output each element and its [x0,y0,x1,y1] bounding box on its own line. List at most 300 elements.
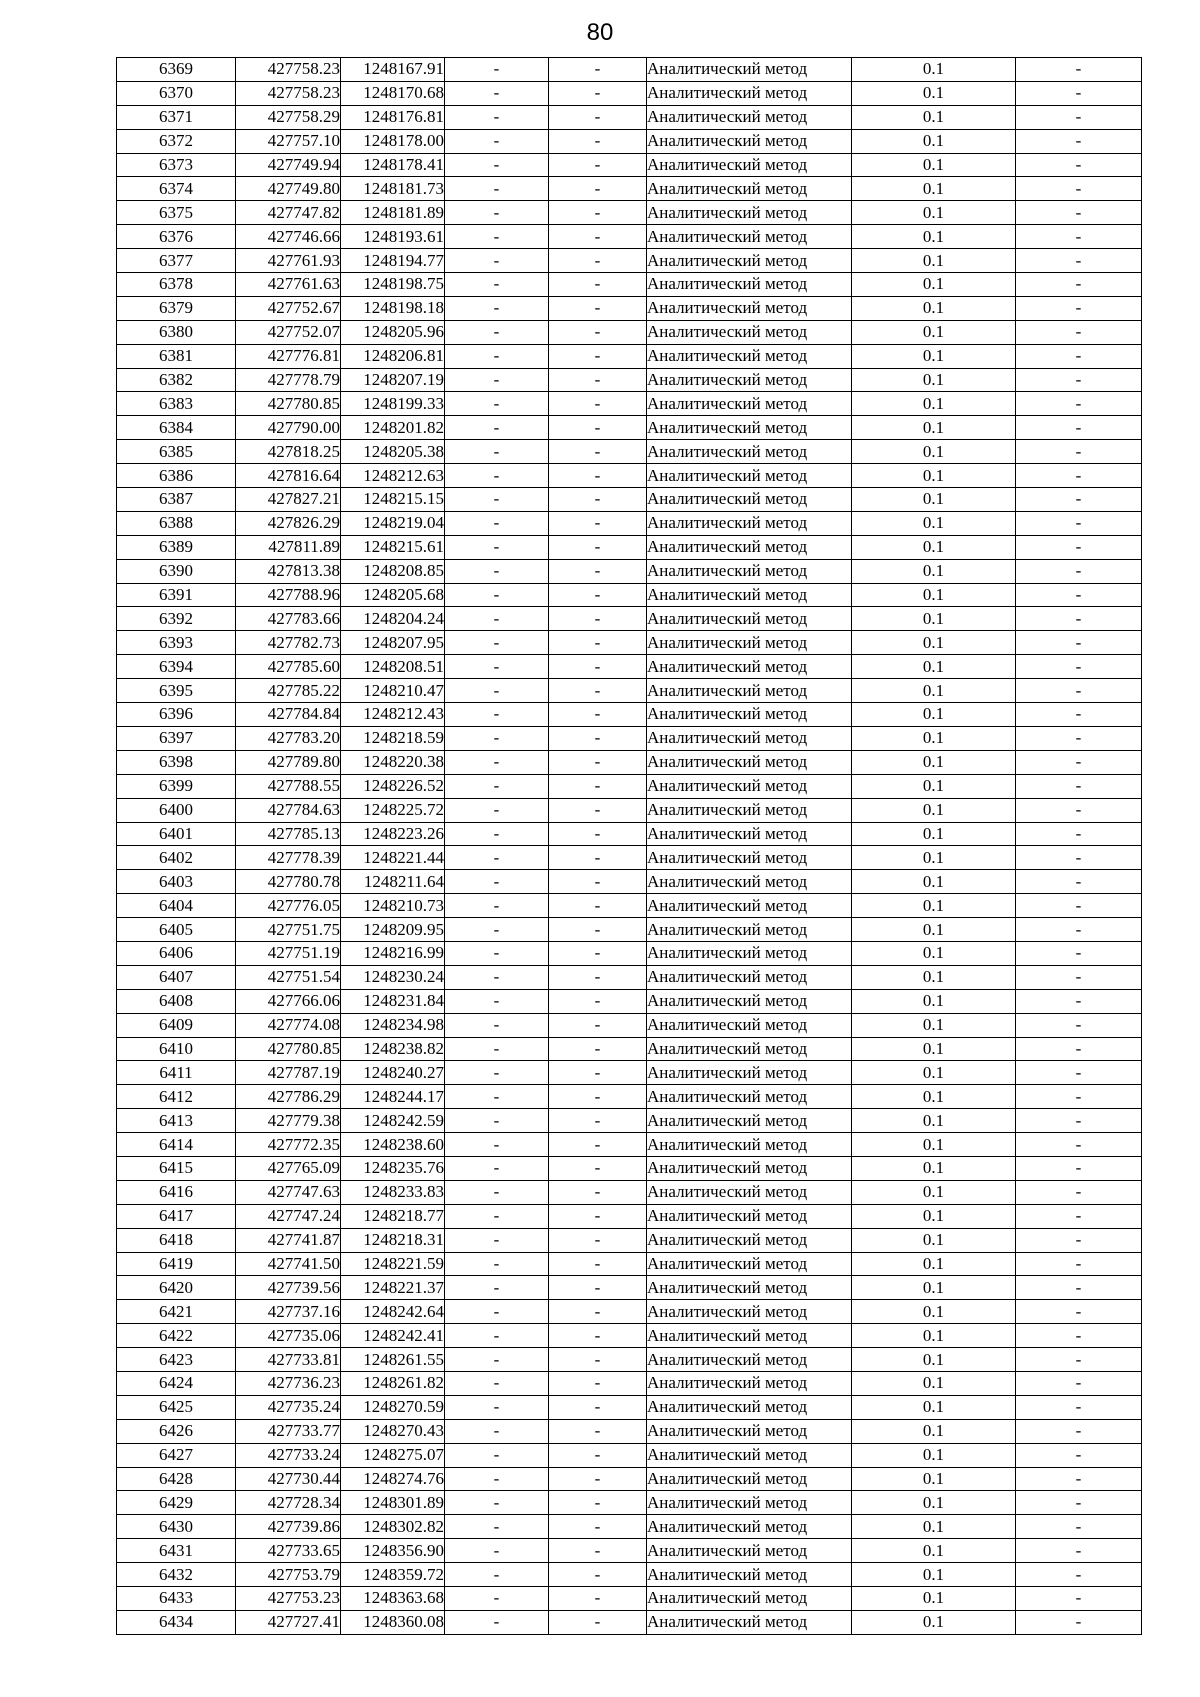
dash-cell: - [549,535,647,559]
y-coordinate-cell: 1248230.24 [341,965,445,989]
dash-cell: - [1016,965,1142,989]
dash-cell: - [445,1371,549,1395]
table-row [117,798,1142,822]
x-coordinate-cell: 427761.63 [236,273,341,297]
x-coordinate-cell: 427727.41 [236,1610,341,1634]
table-row [117,81,1142,105]
point-number-cell: 6401 [117,822,236,846]
accuracy-cell: 0.1 [852,1515,1016,1539]
accuracy-cell: 0.1 [852,1156,1016,1180]
dash-cell: - [445,1061,549,1085]
accuracy-cell: 0.1 [852,870,1016,894]
method-cell: Аналитический метод [647,1156,852,1180]
table-row [117,1515,1142,1539]
table-row [117,1300,1142,1324]
method-cell: Аналитический метод [647,368,852,392]
table-row [117,1610,1142,1634]
dash-cell: - [549,750,647,774]
dash-cell: - [549,679,647,703]
x-coordinate-cell: 427813.38 [236,559,341,583]
dash-cell: - [445,416,549,440]
dash-cell: - [549,225,647,249]
y-coordinate-cell: 1248215.61 [341,535,445,559]
x-coordinate-cell: 427733.65 [236,1539,341,1563]
y-coordinate-cell: 1248210.47 [341,679,445,703]
dash-cell: - [445,1109,549,1133]
dash-cell: - [1016,1419,1142,1443]
dash-cell: - [549,81,647,105]
dash-cell: - [1016,1276,1142,1300]
dash-cell: - [1016,1539,1142,1563]
table-row [117,918,1142,942]
dash-cell: - [1016,1061,1142,1085]
dash-cell: - [549,846,647,870]
x-coordinate-cell: 427753.23 [236,1587,341,1611]
accuracy-cell: 0.1 [852,511,1016,535]
method-cell: Аналитический метод [647,1013,852,1037]
method-cell: Аналитический метод [647,58,852,82]
point-number-cell: 6425 [117,1395,236,1419]
dash-cell: - [1016,488,1142,512]
point-number-cell: 6418 [117,1228,236,1252]
dash-cell: - [549,559,647,583]
method-cell: Аналитический метод [647,1515,852,1539]
table-row [117,1156,1142,1180]
table-row [117,392,1142,416]
accuracy-cell: 0.1 [852,1491,1016,1515]
x-coordinate-cell: 427785.22 [236,679,341,703]
x-coordinate-cell: 427818.25 [236,440,341,464]
dash-cell: - [1016,750,1142,774]
accuracy-cell: 0.1 [852,1371,1016,1395]
dash-cell: - [1016,1013,1142,1037]
point-number-cell: 6396 [117,703,236,727]
dash-cell: - [549,607,647,631]
point-number-cell: 6392 [117,607,236,631]
dash-cell: - [1016,296,1142,320]
point-number-cell: 6423 [117,1348,236,1372]
dash-cell: - [1016,344,1142,368]
method-cell: Аналитический метод [647,703,852,727]
point-number-cell: 6405 [117,918,236,942]
table-row [117,1371,1142,1395]
method-cell: Аналитический метод [647,1491,852,1515]
accuracy-cell: 0.1 [852,344,1016,368]
method-cell: Аналитический метод [647,631,852,655]
dash-cell: - [549,965,647,989]
x-coordinate-cell: 427778.79 [236,368,341,392]
y-coordinate-cell: 1248208.85 [341,559,445,583]
y-coordinate-cell: 1248240.27 [341,1061,445,1085]
accuracy-cell: 0.1 [852,1180,1016,1204]
dash-cell: - [1016,1467,1142,1491]
x-coordinate-cell: 427790.00 [236,416,341,440]
method-cell: Аналитический метод [647,583,852,607]
dash-cell: - [445,750,549,774]
y-coordinate-cell: 1248363.68 [341,1587,445,1611]
dash-cell: - [1016,846,1142,870]
y-coordinate-cell: 1248205.96 [341,320,445,344]
dash-cell: - [445,726,549,750]
table-row [117,416,1142,440]
dash-cell: - [549,1180,647,1204]
dash-cell: - [549,320,647,344]
dash-cell: - [445,1539,549,1563]
point-number-cell: 6424 [117,1371,236,1395]
dash-cell: - [1016,58,1142,82]
table-row [117,1539,1142,1563]
dash-cell: - [549,1204,647,1228]
dash-cell: - [549,1276,647,1300]
accuracy-cell: 0.1 [852,822,1016,846]
dash-cell: - [1016,368,1142,392]
method-cell: Аналитический метод [647,822,852,846]
dash-cell: - [549,703,647,727]
y-coordinate-cell: 1248360.08 [341,1610,445,1634]
table-row [117,1180,1142,1204]
y-coordinate-cell: 1248261.82 [341,1371,445,1395]
method-cell: Аналитический метод [647,153,852,177]
dash-cell: - [1016,631,1142,655]
dash-cell: - [445,583,549,607]
y-coordinate-cell: 1248274.76 [341,1467,445,1491]
table-row [117,1587,1142,1611]
dash-cell: - [445,1467,549,1491]
point-number-cell: 6408 [117,989,236,1013]
y-coordinate-cell: 1248219.04 [341,511,445,535]
x-coordinate-cell: 427739.86 [236,1515,341,1539]
accuracy-cell: 0.1 [852,679,1016,703]
x-coordinate-cell: 427758.29 [236,105,341,129]
point-number-cell: 6404 [117,894,236,918]
y-coordinate-cell: 1248238.82 [341,1037,445,1061]
method-cell: Аналитический метод [647,941,852,965]
x-coordinate-cell: 427733.81 [236,1348,341,1372]
dash-cell: - [549,726,647,750]
dash-cell: - [445,774,549,798]
x-coordinate-cell: 427751.75 [236,918,341,942]
dash-cell: - [445,1133,549,1157]
dash-cell: - [1016,1085,1142,1109]
dash-cell: - [445,1204,549,1228]
x-coordinate-cell: 427784.84 [236,703,341,727]
point-number-cell: 6431 [117,1539,236,1563]
point-number-cell: 6389 [117,535,236,559]
accuracy-cell: 0.1 [852,296,1016,320]
point-number-cell: 6383 [117,392,236,416]
table-row [117,201,1142,225]
point-number-cell: 6390 [117,559,236,583]
point-number-cell: 6385 [117,440,236,464]
y-coordinate-cell: 1248235.76 [341,1156,445,1180]
dash-cell: - [1016,703,1142,727]
point-number-cell: 6394 [117,655,236,679]
dash-cell: - [1016,655,1142,679]
dash-cell: - [549,58,647,82]
dash-cell: - [549,1371,647,1395]
accuracy-cell: 0.1 [852,989,1016,1013]
dash-cell: - [549,631,647,655]
accuracy-cell: 0.1 [852,1419,1016,1443]
point-number-cell: 6411 [117,1061,236,1085]
method-cell: Аналитический метод [647,846,852,870]
point-number-cell: 6402 [117,846,236,870]
x-coordinate-cell: 427785.60 [236,655,341,679]
dash-cell: - [1016,416,1142,440]
table-row [117,1204,1142,1228]
dash-cell: - [549,774,647,798]
dash-cell: - [1016,1180,1142,1204]
dash-cell: - [549,1443,647,1467]
table-row [117,1563,1142,1587]
point-number-cell: 6378 [117,273,236,297]
y-coordinate-cell: 1248199.33 [341,392,445,416]
y-coordinate-cell: 1248242.64 [341,1300,445,1324]
dash-cell: - [549,201,647,225]
y-coordinate-cell: 1248238.60 [341,1133,445,1157]
dash-cell: - [1016,1228,1142,1252]
dash-cell: - [549,1252,647,1276]
point-number-cell: 6406 [117,941,236,965]
table-row [117,679,1142,703]
dash-cell: - [1016,989,1142,1013]
dash-cell: - [1016,870,1142,894]
method-cell: Аналитический метод [647,464,852,488]
x-coordinate-cell: 427783.20 [236,726,341,750]
x-coordinate-cell: 427752.67 [236,296,341,320]
method-cell: Аналитический метод [647,129,852,153]
method-cell: Аналитический метод [647,1276,852,1300]
table-row [117,249,1142,273]
method-cell: Аналитический метод [647,1419,852,1443]
method-cell: Аналитический метод [647,1539,852,1563]
point-number-cell: 6426 [117,1419,236,1443]
method-cell: Аналитический метод [647,535,852,559]
dash-cell: - [1016,918,1142,942]
table-row [117,894,1142,918]
y-coordinate-cell: 1248208.51 [341,655,445,679]
dash-cell: - [445,129,549,153]
accuracy-cell: 0.1 [852,1563,1016,1587]
x-coordinate-cell: 427779.38 [236,1109,341,1133]
x-coordinate-cell: 427776.81 [236,344,341,368]
table-row [117,105,1142,129]
dash-cell: - [445,368,549,392]
y-coordinate-cell: 1248209.95 [341,918,445,942]
y-coordinate-cell: 1248218.59 [341,726,445,750]
y-coordinate-cell: 1248225.72 [341,798,445,822]
x-coordinate-cell: 427737.16 [236,1300,341,1324]
point-number-cell: 6417 [117,1204,236,1228]
point-number-cell: 6380 [117,320,236,344]
table-row [117,1276,1142,1300]
dash-cell: - [1016,941,1142,965]
accuracy-cell: 0.1 [852,1395,1016,1419]
dash-cell: - [445,894,549,918]
y-coordinate-cell: 1248301.89 [341,1491,445,1515]
dash-cell: - [445,631,549,655]
point-number-cell: 6386 [117,464,236,488]
x-coordinate-cell: 427783.66 [236,607,341,631]
y-coordinate-cell: 1248234.98 [341,1013,445,1037]
accuracy-cell: 0.1 [852,273,1016,297]
x-coordinate-cell: 427776.05 [236,894,341,918]
y-coordinate-cell: 1248181.73 [341,177,445,201]
x-coordinate-cell: 427733.77 [236,1419,341,1443]
y-coordinate-cell: 1248205.68 [341,583,445,607]
method-cell: Аналитический метод [647,1467,852,1491]
x-coordinate-cell: 427785.13 [236,822,341,846]
accuracy-cell: 0.1 [852,583,1016,607]
x-coordinate-cell: 427739.56 [236,1276,341,1300]
x-coordinate-cell: 427780.78 [236,870,341,894]
x-coordinate-cell: 427753.79 [236,1563,341,1587]
accuracy-cell: 0.1 [852,392,1016,416]
accuracy-cell: 0.1 [852,1252,1016,1276]
dash-cell: - [445,1085,549,1109]
dash-cell: - [1016,1371,1142,1395]
dash-cell: - [445,1013,549,1037]
dash-cell: - [549,1013,647,1037]
table-row [117,1252,1142,1276]
table-row [117,655,1142,679]
table-row [117,129,1142,153]
dash-cell: - [549,989,647,1013]
y-coordinate-cell: 1248221.37 [341,1276,445,1300]
point-number-cell: 6371 [117,105,236,129]
dash-cell: - [549,798,647,822]
method-cell: Аналитический метод [647,774,852,798]
dash-cell: - [445,559,549,583]
dash-cell: - [549,1539,647,1563]
dash-cell: - [549,344,647,368]
accuracy-cell: 0.1 [852,559,1016,583]
table-row [117,344,1142,368]
dash-cell: - [549,655,647,679]
dash-cell: - [1016,511,1142,535]
y-coordinate-cell: 1248206.81 [341,344,445,368]
dash-cell: - [1016,1109,1142,1133]
x-coordinate-cell: 427728.34 [236,1491,341,1515]
dash-cell: - [445,249,549,273]
dash-cell: - [549,177,647,201]
x-coordinate-cell: 427741.50 [236,1252,341,1276]
dash-cell: - [1016,392,1142,416]
point-number-cell: 6391 [117,583,236,607]
method-cell: Аналитический метод [647,1085,852,1109]
x-coordinate-cell: 427780.85 [236,392,341,416]
dash-cell: - [445,201,549,225]
x-coordinate-cell: 427746.66 [236,225,341,249]
dash-cell: - [549,1085,647,1109]
table-row [117,750,1142,774]
x-coordinate-cell: 427749.94 [236,153,341,177]
accuracy-cell: 0.1 [852,918,1016,942]
y-coordinate-cell: 1248275.07 [341,1443,445,1467]
dash-cell: - [549,1156,647,1180]
method-cell: Аналитический метод [647,1563,852,1587]
y-coordinate-cell: 1248178.41 [341,153,445,177]
accuracy-cell: 0.1 [852,58,1016,82]
table-row [117,941,1142,965]
y-coordinate-cell: 1248356.90 [341,1539,445,1563]
dash-cell: - [1016,105,1142,129]
x-coordinate-cell: 427772.35 [236,1133,341,1157]
accuracy-cell: 0.1 [852,105,1016,129]
dash-cell: - [549,1228,647,1252]
point-number-cell: 6397 [117,726,236,750]
dash-cell: - [549,822,647,846]
dash-cell: - [549,1037,647,1061]
point-number-cell: 6384 [117,416,236,440]
x-coordinate-cell: 427774.08 [236,1013,341,1037]
accuracy-cell: 0.1 [852,1348,1016,1372]
y-coordinate-cell: 1248212.63 [341,464,445,488]
point-number-cell: 6381 [117,344,236,368]
method-cell: Аналитический метод [647,870,852,894]
accuracy-cell: 0.1 [852,1300,1016,1324]
point-number-cell: 6399 [117,774,236,798]
dash-cell: - [445,918,549,942]
y-coordinate-cell: 1248167.91 [341,58,445,82]
y-coordinate-cell: 1248223.26 [341,822,445,846]
dash-cell: - [445,1610,549,1634]
method-cell: Аналитический метод [647,1204,852,1228]
dash-cell: - [445,1252,549,1276]
method-cell: Аналитический метод [647,1133,852,1157]
dash-cell: - [445,1037,549,1061]
dash-cell: - [445,1563,549,1587]
y-coordinate-cell: 1248204.24 [341,607,445,631]
accuracy-cell: 0.1 [852,129,1016,153]
x-coordinate-cell: 427826.29 [236,511,341,535]
y-coordinate-cell: 1248176.81 [341,105,445,129]
dash-cell: - [445,535,549,559]
dash-cell: - [445,511,549,535]
dash-cell: - [445,177,549,201]
accuracy-cell: 0.1 [852,177,1016,201]
point-number-cell: 6370 [117,81,236,105]
method-cell: Аналитический метод [647,1587,852,1611]
accuracy-cell: 0.1 [852,655,1016,679]
x-coordinate-cell: 427789.80 [236,750,341,774]
point-number-cell: 6376 [117,225,236,249]
y-coordinate-cell: 1248221.59 [341,1252,445,1276]
table-row [117,225,1142,249]
table-row [117,1061,1142,1085]
x-coordinate-cell: 427778.39 [236,846,341,870]
y-coordinate-cell: 1248261.55 [341,1348,445,1372]
dash-cell: - [549,1133,647,1157]
x-coordinate-cell: 427786.29 [236,1085,341,1109]
dash-cell: - [1016,81,1142,105]
point-number-cell: 6398 [117,750,236,774]
point-number-cell: 6429 [117,1491,236,1515]
table-row [117,1109,1142,1133]
table-row [117,177,1142,201]
point-number-cell: 6414 [117,1133,236,1157]
dash-cell: - [445,225,549,249]
x-coordinate-cell: 427747.24 [236,1204,341,1228]
dash-cell: - [1016,1587,1142,1611]
point-number-cell: 6412 [117,1085,236,1109]
accuracy-cell: 0.1 [852,894,1016,918]
table-row [117,464,1142,488]
dash-cell: - [445,1443,549,1467]
method-cell: Аналитический метод [647,320,852,344]
method-cell: Аналитический метод [647,1348,852,1372]
point-number-cell: 6421 [117,1300,236,1324]
